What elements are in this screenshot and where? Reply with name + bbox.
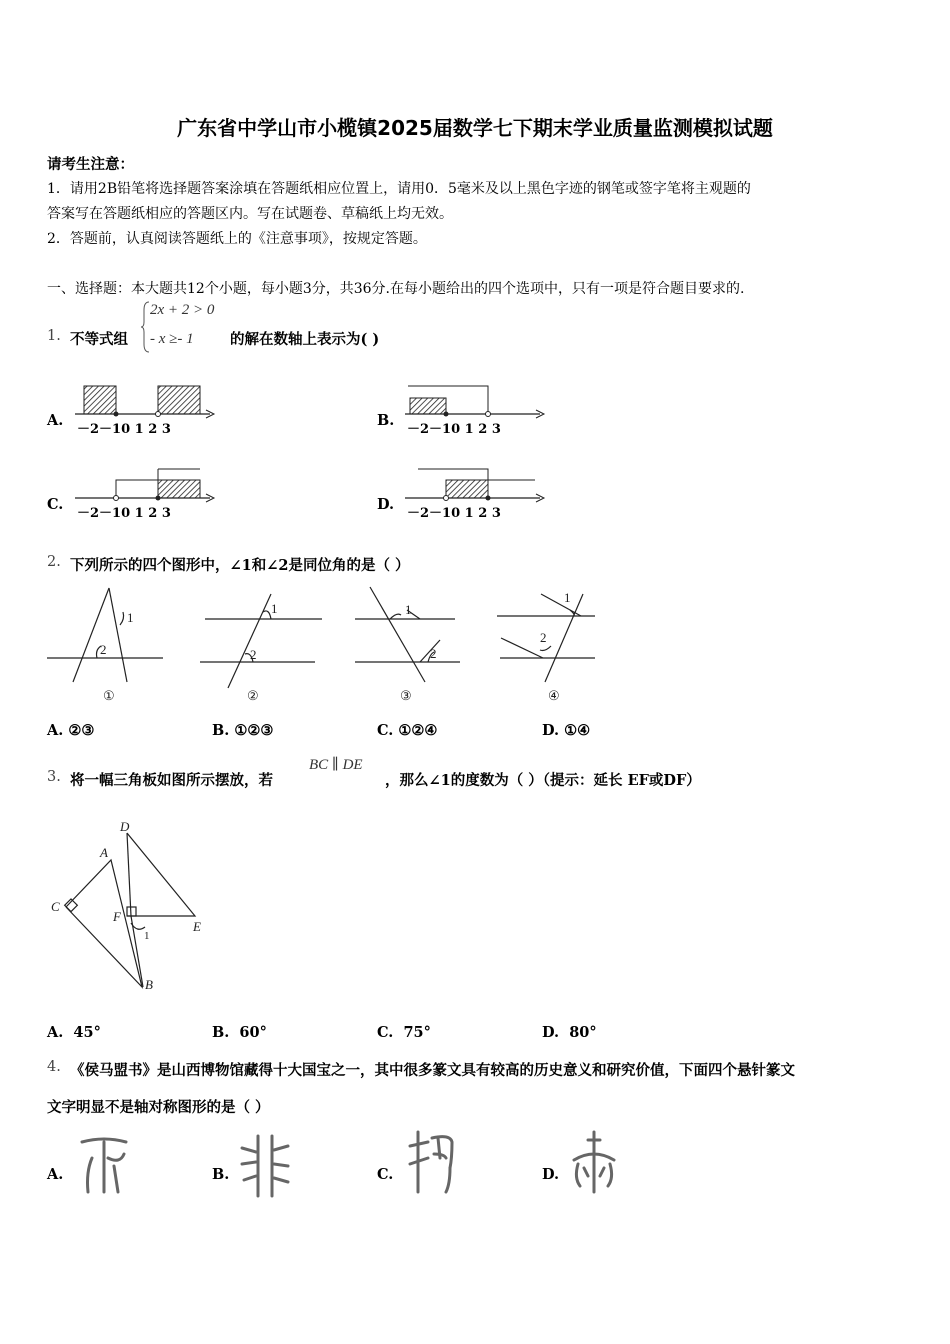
q2-fig3-angle1: 1	[405, 602, 412, 617]
q4-option-b-glyph[interactable]	[238, 1132, 292, 1198]
q1-ineq2: - x ≥- 1	[150, 331, 194, 347]
q2-option-a[interactable]: A. ②③	[47, 722, 95, 739]
q3-option-a[interactable]: A. 45°	[47, 1024, 101, 1041]
q4-option-c-glyph[interactable]	[406, 1128, 458, 1196]
q1-d-ticks: －2－10 1 2 3	[407, 506, 501, 521]
q1-number: 1.	[47, 328, 61, 344]
q4-option-c-label[interactable]: C.	[377, 1166, 394, 1183]
q3-angle-1: 1	[144, 930, 150, 942]
q2-option-c[interactable]: C. ①②④	[377, 722, 438, 739]
q1-ineq1: 2x + 2 > 0	[150, 302, 215, 318]
q3-text-after: ，那么∠1的度数为（ ）（提示：延长 EF或DF）	[385, 772, 701, 789]
q2-fig4-angle2: 2	[540, 630, 547, 645]
q3-figure	[45, 815, 215, 1000]
q4-option-b-label[interactable]: B.	[212, 1166, 230, 1183]
q4-option-a-label[interactable]: A.	[47, 1166, 64, 1183]
q2-fig2-angle1: 1	[271, 601, 278, 616]
q4-number: 4.	[47, 1059, 61, 1075]
notice-line1b: 答案写在答题纸相应的答题区内。写在试题卷、草稿纸上均无效。	[47, 206, 453, 222]
q3-point-c: C	[51, 899, 60, 914]
q1-a-ticks: －2－10 1 2 3	[77, 422, 171, 437]
q1-text-after: 的解在数轴上表示为( )	[230, 331, 380, 348]
q1-option-d-label[interactable]: D.	[377, 496, 395, 513]
q2-fig3-label: ③	[400, 688, 412, 703]
q1-b-ticks: －2－10 1 2 3	[407, 422, 501, 437]
q3-point-d: D	[120, 819, 130, 834]
q2-fig1-angle2: 2	[100, 642, 107, 657]
q2-fig2-label: ②	[247, 688, 259, 703]
q2-fig1-angle1: 1	[127, 610, 134, 625]
q3-text-before: 将一幅三角板如图所示摆放，若	[70, 772, 273, 789]
q1-option-b-label[interactable]: B.	[377, 412, 395, 429]
page-title: 广东省中学山市小榄镇2025届数学七下期末学业质量监测模拟试题	[177, 116, 773, 140]
q2-figures	[45, 582, 605, 707]
q2-number: 2.	[47, 554, 61, 570]
q3-point-e: E	[193, 919, 201, 934]
q2-option-d[interactable]: D. ①④	[542, 722, 591, 739]
q3-point-b: B	[145, 977, 153, 992]
q4-line1: 《侯马盟书》是山西博物馆藏得十大国宝之一，其中很多篆文具有较高的历史意义和研究价值，下面四个悬针篆文	[70, 1062, 795, 1079]
q3-option-c[interactable]: C. 75°	[377, 1024, 431, 1041]
q1-option-a-label[interactable]: A.	[47, 412, 64, 429]
q1-option-c-label[interactable]: C.	[47, 496, 64, 513]
q2-fig3-angle2: 2	[430, 646, 437, 661]
q3-option-d[interactable]: D. 80°	[542, 1024, 597, 1041]
q3-point-f: F	[113, 909, 121, 924]
q2-fig1-label: ①	[103, 688, 115, 703]
q1-c-ticks: －2－10 1 2 3	[77, 506, 171, 521]
q2-text: 下列所示的四个图形中，∠1和∠2是同位角的是（ ）	[70, 557, 410, 574]
section-heading: 一、选择题：本大题共12个小题，每小题3分，共36分.在每小题给出的四个选项中，只有一项是符合题目要求的.	[47, 281, 745, 297]
q3-point-a: A	[100, 845, 108, 860]
q1-brace	[140, 300, 150, 354]
q3-option-b[interactable]: B. 60°	[212, 1024, 267, 1041]
q2-fig4-label: ④	[548, 688, 560, 703]
q3-math: BC ∥ DE	[309, 757, 363, 773]
q4-option-d-glyph[interactable]	[568, 1128, 620, 1196]
q4-line2: 文字明显不是轴对称图形的是（ ）	[47, 1099, 270, 1116]
notice-line2: 2．答题前，认真阅读答题纸上的《注意事项》，按规定答题。	[47, 231, 427, 247]
q2-fig4-angle1: 1	[564, 590, 571, 605]
q1-text-before: 不等式组	[70, 331, 128, 348]
notice-line1a: 1．请用2B铅笔将选择题答案涂填在答题纸相应位置上，请用0．5毫米及以上黑色字迹的钢笔或签字笔将主观题的	[47, 181, 751, 197]
q2-fig2-angle2: 2	[250, 647, 257, 662]
q4-option-a-glyph[interactable]	[78, 1132, 130, 1196]
q2-option-b[interactable]: B. ①②③	[212, 722, 274, 739]
notice-heading: 请考生注意：	[47, 156, 134, 173]
q3-number: 3.	[47, 769, 61, 785]
q4-option-d-label[interactable]: D.	[542, 1166, 560, 1183]
